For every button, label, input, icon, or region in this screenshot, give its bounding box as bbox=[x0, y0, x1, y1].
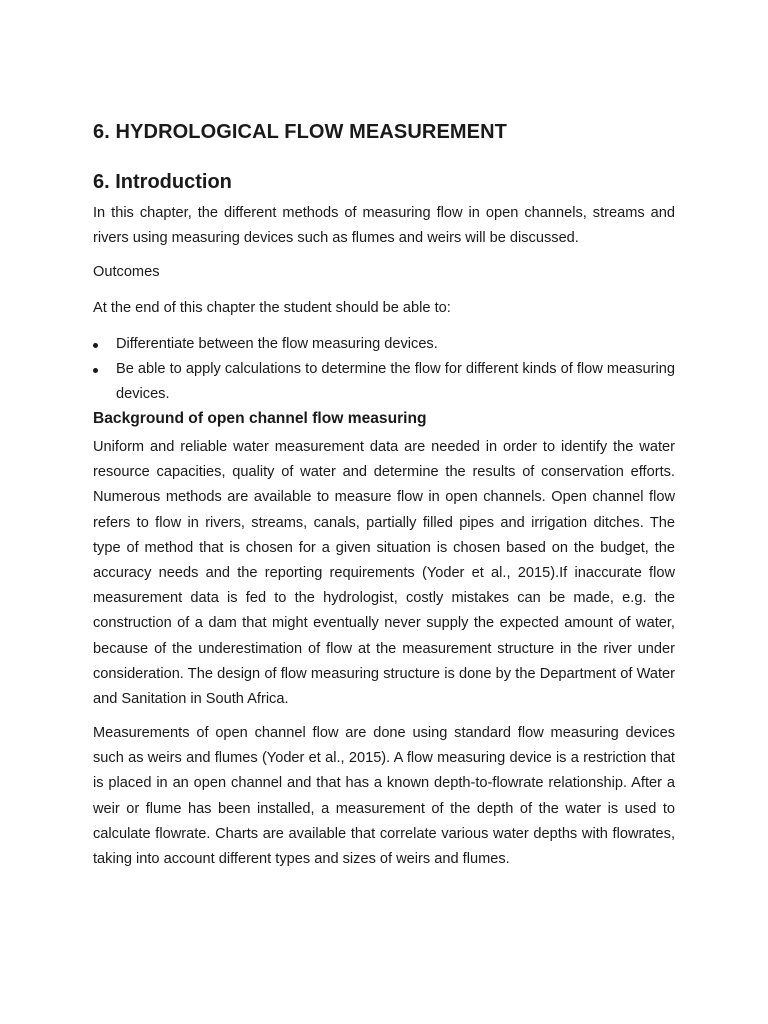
outcomes-lead: At the end of this chapter the student should be able to: bbox=[93, 300, 451, 316]
intro-paragraph: In this chapter, the different methods of measuring flow in open channels, streams and rivers using measuring devices such as flumes and weirs will be discussed. bbox=[93, 205, 675, 247]
bullet-icon bbox=[93, 368, 98, 373]
background-heading: Background of open channel flow measuring bbox=[93, 410, 427, 427]
bullet-icon bbox=[93, 343, 98, 348]
section-title: 6. Introduction bbox=[93, 171, 232, 193]
chapter-title: 6. HYDROLOGICAL FLOW MEASUREMENT bbox=[93, 121, 507, 143]
outcomes-label: Outcomes bbox=[93, 264, 160, 280]
outcome-text: Be able to apply calculations to determine the flow for different kinds of flow measuring devices. bbox=[116, 361, 675, 403]
outcomes-list bbox=[93, 332, 675, 408]
background-paragraph-2: Measurements of open channel flow are done using standard flow measuring devices such as weirs and flumes (Yoder et al., 2015). A flow measuring device is a restriction that is placed in an open channel and that has a known depth-to-flowrate relationship. After a weir or flume has been installed, a measurement of the depth of the water is used to calculate flowrate. Charts are available that correlate various water depths with flowrates, taking into account different types and sizes of weirs and flumes. bbox=[93, 725, 675, 868]
list-item bbox=[93, 357, 675, 407]
background-paragraph-1: Uniform and reliable water measurement data are needed in order to identify the water resource capacities, quality of water and determine the results of conservation efforts. Numerous methods are available to measure flow in open channels. Open channel flow refers to flow in rivers, streams, canals, partially filled pipes and irrigation ditches. The type of method that is chosen for a given situation is chosen based on the budget, the accuracy needs and the reporting requirements (Yoder et al., 2015).If inaccurate flow measurement data is fed to the hydrologist, costly mistakes can be made, e.g. the construction of a dam that might eventually never supply the expected amount of water, because of the underestimation of flow at the measurement structure in the river under consideration. The design of flow measuring structure is done by the Department of Water and Sanitation in South Africa. bbox=[93, 439, 675, 708]
list-item bbox=[93, 332, 675, 357]
outcome-text: Differentiate between the flow measuring devices. bbox=[116, 336, 438, 352]
